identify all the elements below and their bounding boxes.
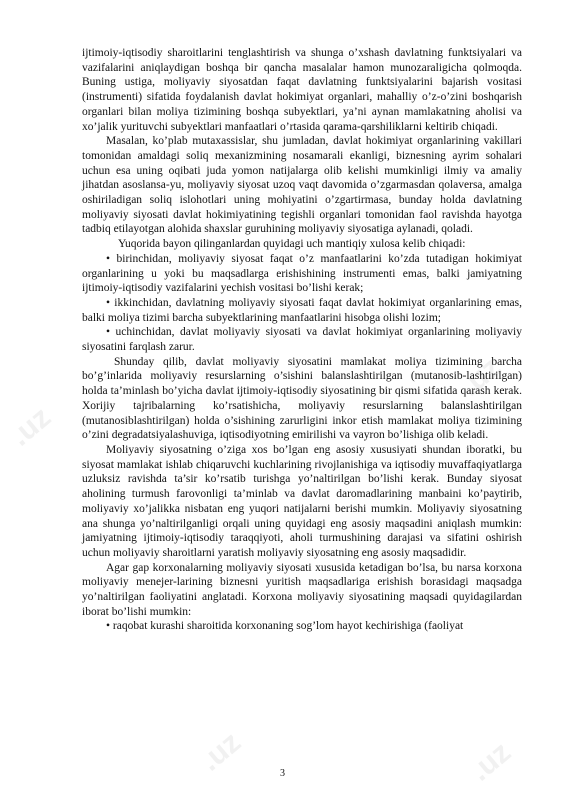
bullet-item: • raqobat kurashi sharoitida korxonaning sog’lom hayot kechirishiga (faoliyat [106,620,464,633]
paragraph: Yuqorida bayon qilinganlardan quyidagi uch mantiqiy xulosa kelib chiqadi: [118,238,466,251]
bullet-item: • ikkinchidan, davlatning moliyaviy siyosati faqat davlat hokimiyat organlarining emas, balki moliya tizimi barcha subyektlarining manfaatlarini hisobga olishi lozim; [82,296,522,324]
page-number: 3 [280,768,285,779]
bullet-item: • birinchidan, moliyaviy siyosat faqat o’z manfaatlarini ko’zda tutadigan hokimiyat organlarining u yoki bu maqsadlarga erishishining instrumenti emas, balki jamiyatning ijtimoiy-iqtisodiy vazifalarini yechish vositasi bo’lishi kerak; [82,252,522,295]
bullet-item: • uchinchidan, davlat moliyaviy siyosati va davlat hokimiyat organlarining moliyaviy siyosatini farqlash zarur. [82,326,522,354]
watermark: .uz [453,350,508,403]
paragraph: Shunday qilib, davlat moliyaviy siyosatini mamlakat moliya tizimining barcha bo’g’inlarida moliyaviy resurslarning o’sishini balanslashtirilgan (mutanosib-lashtirilgan) holda ta’minlash bo’yicha davlat ijtimoiy-iqtisodiy siyosatining bir qismi sifatida qarash kerak. Xorijiy tajribalarning ko’rsatishicha, moliyaviy resurslarning balanslashtirilgan (mutanosiblashtirilgan) holda o’sishining zarurligini inkor etish mamlakat moliya tizimining o’zini degradatsiyalashuviga, iqtisodiyotning emirilishi va vayron bo’lishiga olib keladi. [82,355,522,442]
paragraph: ijtimoiy-iqtisodiy sharoitlarini tenglashtirish va shunga o’xshash davlatning funktsiyalari va vazifalarini aniqlaydigan boshqa bir qancha masalalar hamon munozaraligicha qolmoqda. Buning ustiga, moliyaviy siyosatdan faqat davlatning funktsiyalarini bajarish vositasi (instrumenti) sifatida foydalanish davlat hokimiyat organlari, mahalliy o’z-o’zini boshqarish organlari bilan moliya tizimining boshqa subyektlari, ya’ni aynan mamlakatning aholisi va xo’jalik yurituvchi subyektlari manfaatlari o’rtasida qarama-qarshiliklarni keltirib chiqadi. [82,47,522,133]
watermark: .uz [463,735,518,788]
body-text [82,46,522,634]
paragraph: Masalan, ko’plab mutaxassislar, shu jumladan, davlat hokimiyat organlarining vakillari tomonidan amaldagi soliq mexanizmining nosamarali ekanligi, biznesning ayrim sohalari uchun esa uning oqibati juda yomon natijalarga olib kelishi mumkinligi ilmiy va amaliy jihatdan asoslansa-yu, moliyaviy siyosat uzoq vaqt davomida o’zgarmasdan qolaversa, amalga oshiriladigan soliq islohotlari uning mohiyatini o’zgartirmasa, bunday holda davlatning moliyaviy siyosati davlat hokimiyatining tegishli organlari tomonidan faol ravishda hayotga tadbiq etilayotgan alohida shaxslar guruhining moliyaviy siyosatiga aylanadi, qoladi. [82,135,522,236]
watermark: .uz [3,400,58,453]
watermark: .uz [193,725,248,778]
paragraph: Moliyaviy siyosatning o’ziga xos bo’lgan eng asosiy xususiyati shundan iboratki, bu siyosat mamlakat ishlab chiqaruvchi kuchlarining rivojlanishiga va iqtisodiy muvaffaqiyatlarga uzluksiz ravishda ta’sir ko’rsatib turishga yo’naltirilgan bo’lishi kerak. Bunday siyosat aholining turmush farovonligi ta’minlab va davlat daromadlarining manbaini ko’paytirib, moliyaviy xo’jalikka nisbatan eng yuqori natijalarni berishi mumkin. Moliyaviy siyosatning ana shunga yo’naltirilganligi orqali uning quyidagi eng asosiy maqsadini aniqlash mumkin: jamiyatning ijtimoiy-iqtisodiy taraqqiyoti, aholi turmushining darajasi va sifatini oshirish uchun moliyaviy sharoitlarni yaratish moliyaviy siyosatning eng asosiy maqsadidir. [82,443,522,559]
paragraph: Agar gap korxonalarning moliyaviy siyosati xususida ketadigan bo’lsa, bu narsa korxona moliyaviy menejer-larining biznesni yuritish maqsadlariga erishish borasidagi maqsadga yo’naltirilgan faoliyatini anglatadi. Korxona moliyaviy siyosatining maqsadi quyidagilardan iborat bo’lishi mumkin: [82,561,522,618]
